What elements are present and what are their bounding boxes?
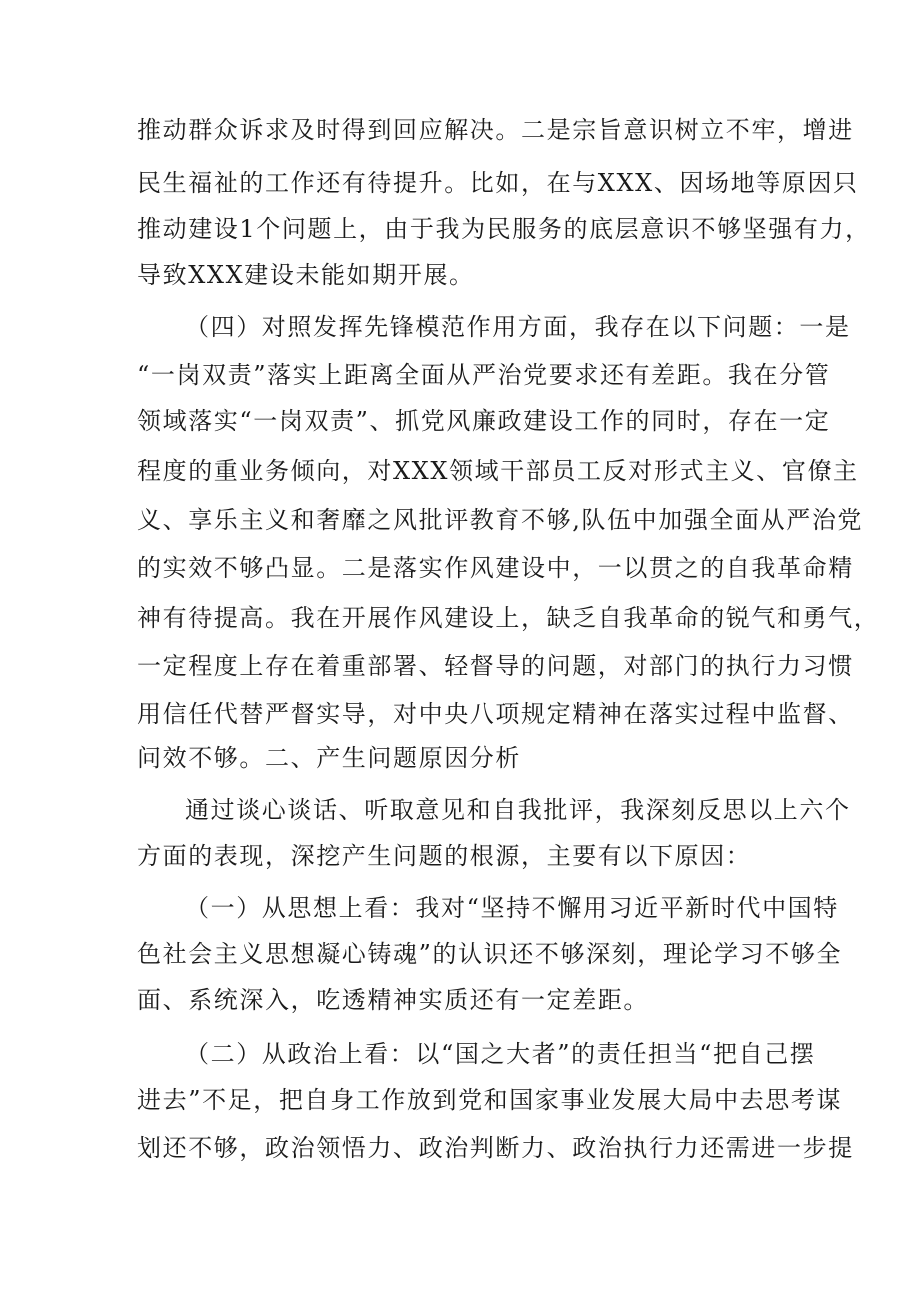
text-line: 的实效不够凸显。二是落实作风建设中，一以贯之的自我革命精 [137, 554, 854, 582]
text-line: 划还不够，政治领悟力、政治判断力、政治执行力还需进一步提 [137, 1134, 854, 1162]
text-line: 方面的表现，深挖产生问题的根源，主要有以下原因： [137, 842, 752, 870]
paragraph-first-line: 通过谈心谈话、听取意见和自我批评，我深刻反思以上六个 [185, 796, 851, 824]
text-line: 神有待提高。我在开展作风建设上，缺乏自我革命的锐气和勇气， [137, 604, 880, 632]
text-line: 程度的重业务倾向，对XXX领域干部员工反对形式主义、官僚主 [137, 457, 859, 485]
text-line: 领域落实“一岗双责”、抓党风廉政建设工作的同时，存在一定 [137, 407, 831, 435]
text-line: 推动建设1个问题上，由于我为民服务的底层意识不够坚强有力， [137, 215, 871, 243]
paragraph-first-line: （四）对照发挥先锋模范作用方面，我存在以下问题：一是 [185, 313, 851, 341]
text-line: 进去”不足，把自身工作放到党和国家事业发展大局中去思考谋 [137, 1086, 843, 1114]
text-line: 面、系统深入，吃透精神实质还有一定差距。 [137, 986, 649, 1014]
paragraph-first-line: （一）从思想上看：我对“坚持不懈用习近平新时代中国特 [185, 894, 839, 922]
text-line: 义、享乐主义和奢靡之风批评教育不够,队伍中加强全面从严治党 [137, 506, 864, 534]
text-line: 问效不够。二、产生问题原因分析 [137, 744, 521, 772]
text-line: “一岗双责”落实上距离全面从严治党要求还有差距。我在分管 [137, 361, 831, 389]
text-line: 一定程度上存在着重部署、轻督导的问题，对部门的执行力习惯 [137, 652, 854, 680]
text-line: 色社会主义思想凝心铸魂”的认识还不够深刻，理论学习不够全 [137, 940, 843, 968]
text-line: 推动群众诉求及时得到回应解决。二是宗旨意识树立不牢，增进 [137, 116, 854, 144]
text-line: 导致XXX建设未能如期开展。 [137, 261, 475, 289]
text-line: 民生福祉的工作还有待提升。比如，在与XXX、因场地等原因只 [137, 169, 859, 197]
text-line: 用信任代替严督实导，对中央八项规定精神在落实过程中监督、 [137, 700, 854, 728]
paragraph-first-line: （二）从政治上看：以“国之大者”的责任担当“把自己摆 [185, 1040, 816, 1068]
